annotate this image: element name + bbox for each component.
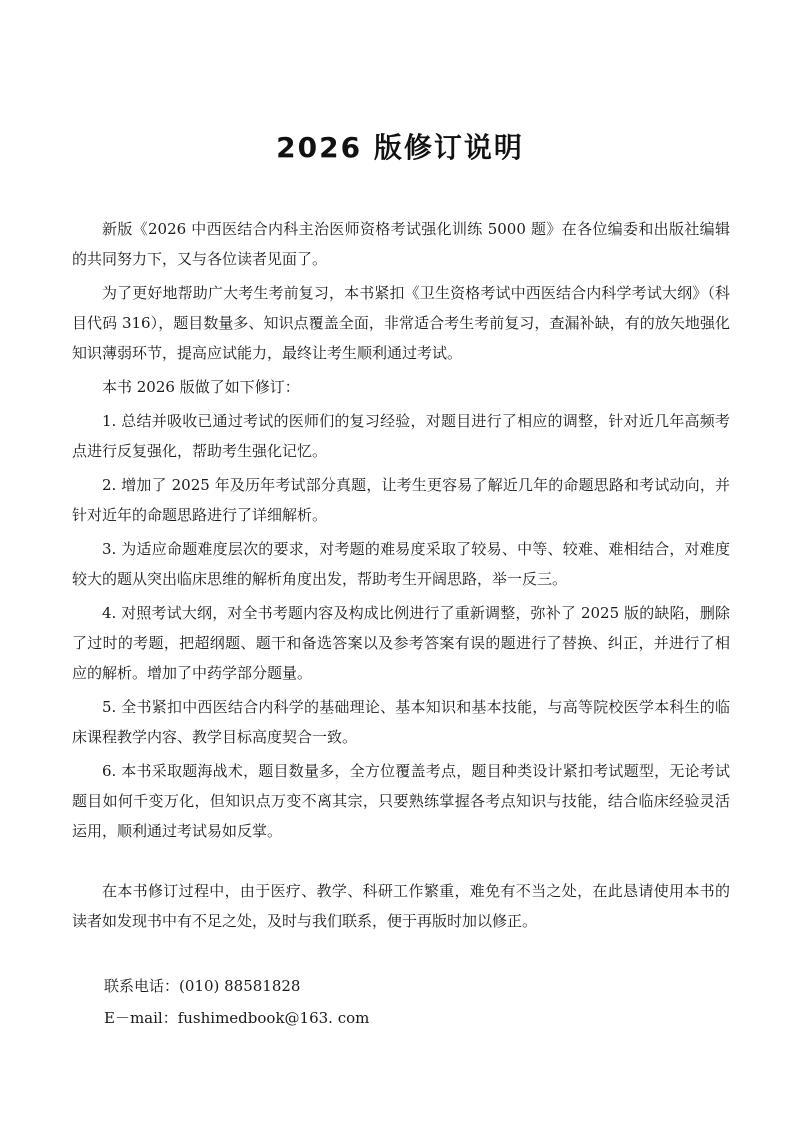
paragraph-intro: 新版《2026 中西医结合内科主治医师资格考试强化训练 5000 题》在各位编委和出版社编辑的共同努力下，又与各位读者见面了。 <box>72 220 730 268</box>
closing-paragraph: 在本书修订过程中，由于医疗、教学、科研工作繁重，难免有不当之处，在此恳请使用本书的读者如发现书中有不足之处，及时与我们联系，便于再版时加以修正。 <box>72 882 730 930</box>
contact-phone: 联系电话：(010) 88581828 <box>104 977 301 995</box>
revision-item-1: 1. 总结并吸收已通过考试的医师们的复习经验，对题目进行了相应的调整，针对近几年高频考点进行反复强化，帮助考生强化记忆。 <box>72 412 730 460</box>
closing-section <box>72 876 730 940</box>
revision-item-4: 4. 对照考试大纲，对全书考题内容及构成比例进行了重新调整，弥补了 2025 版的缺陷，删除了过时的考题，把超纲题、题干和备选答案以及参考答案有误的题进行了替换、纠正，并进行了相应的解析。增加了中药学部分题量。 <box>72 604 730 682</box>
paragraph-revision-heading: 本书 2026 版做了如下修订： <box>102 378 300 396</box>
paragraph-purpose: 为了更好地帮助广大考生考前复习，本书紧扣《卫生资格考试中西医结合内科学考试大纲》（科目代码 316），题目数量多、知识点覆盖全面，非常适合考生考前复习，查漏补缺，有的放矢地强化知识薄弱环节，提高应试能力，最终让考生顺利通过考试。 <box>72 284 730 362</box>
preface-body <box>72 214 730 850</box>
page-title: 2026 版修订说明 <box>276 131 524 164</box>
contact-email: E－mail：fushimedbook@163. com <box>104 1009 370 1027</box>
revision-item-2: 2. 增加了 2025 年及历年考试部分真题，让考生更容易了解近几年的命题思路和考试动向，并针对近年的命题思路进行了详细解析。 <box>72 476 730 524</box>
contact-info <box>104 970 369 1034</box>
revision-item-5: 5. 全书紧扣中西医结合内科学的基础理论、基本知识和基本技能，与高等院校医学本科生的临床课程教学内容、教学目标高度契合一致。 <box>72 698 730 746</box>
revision-item-6: 6. 本书采取题海战术，题目数量多，全方位覆盖考点，题目种类设计紧扣考试题型，无论考试题目如何千变万化，但知识点万变不离其宗，只要熟练掌握各考点知识与技能，结合临床经验灵活运用，顺利通过考试易如反掌。 <box>72 762 730 840</box>
revision-item-3: 3. 为适应命题难度层次的要求，对考题的难易度采取了较易、中等、较难、难相结合，对难度较大的题从突出临床思维的解析角度出发，帮助考生开阔思路，举一反三。 <box>72 540 730 588</box>
